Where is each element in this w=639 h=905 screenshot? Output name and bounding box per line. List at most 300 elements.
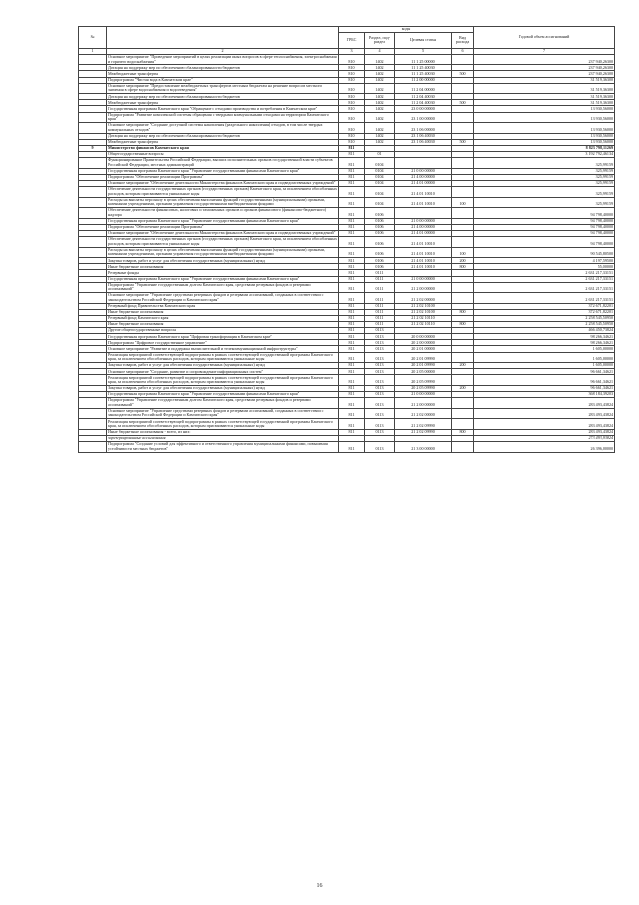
row-amount: 94 798,40000 bbox=[474, 237, 615, 248]
row-description: Основное мероприятие "Управление средствами резервных фондов и резервами ассигнований, созданных в соответствии с законодательством Российской Федерации и Камчатского края" bbox=[107, 408, 339, 419]
row-description: Государственная программа Камчатского края "Управление государственными финансами Камчатского края" bbox=[107, 168, 339, 174]
row-section: 1402 bbox=[365, 123, 395, 134]
row-exptype bbox=[452, 398, 474, 409]
row-section: 0104 bbox=[365, 197, 395, 208]
row-amount: 31 519,36300 bbox=[474, 94, 615, 100]
row-target: 20 2 01 09990 bbox=[395, 352, 452, 363]
row-number bbox=[79, 158, 107, 169]
table-row bbox=[79, 282, 615, 293]
row-amount: 13 930,56000 bbox=[474, 112, 615, 123]
row-description: Дотация на поддержку мер по обеспечению сбалансированности бюджетов bbox=[107, 94, 339, 100]
row-section: 1402 bbox=[365, 133, 395, 139]
row-grbs: 811 bbox=[339, 322, 365, 328]
row-grbs: 811 bbox=[339, 237, 365, 248]
row-grbs: 811 bbox=[339, 375, 365, 386]
row-description: Министерство финансов Камчатского края bbox=[107, 145, 339, 151]
row-grbs: 811 bbox=[339, 340, 365, 346]
row-description: Основное мероприятие "Обеспечение деятельности Министерства финансов Камчатского края и подведомственных учреждений" bbox=[107, 180, 339, 186]
row-description: Основное мероприятие "Управление средствами резервных фондов и резервами ассигнований, созданных в соответствии с законодательством Российской Федерации и Камчатского края" bbox=[107, 293, 339, 304]
row-exptype bbox=[452, 408, 474, 419]
row-exptype bbox=[452, 83, 474, 94]
row-grbs: 811 bbox=[339, 363, 365, 369]
row-grbs: 811 bbox=[339, 230, 365, 236]
budget-table bbox=[78, 26, 615, 453]
row-grbs: 811 bbox=[339, 315, 365, 321]
header-target: Целевая статья bbox=[395, 33, 452, 49]
row-target: 21 4 00 00000 bbox=[395, 224, 452, 230]
table-row bbox=[79, 208, 615, 219]
row-section: 0106 bbox=[365, 237, 395, 248]
row-section: 0106 bbox=[365, 218, 395, 224]
row-target: 20 2 01 09990 bbox=[395, 363, 452, 369]
colnum: 5 bbox=[395, 48, 452, 54]
row-amount: 26 396,00000 bbox=[474, 442, 615, 453]
row-amount: 96 661,34621 bbox=[474, 369, 615, 375]
row-description: Иные бюджетные ассигнования - всего, из них: bbox=[107, 429, 339, 435]
row-target: 21 0 00 00000 bbox=[395, 218, 452, 224]
row-number bbox=[79, 419, 107, 430]
row-number bbox=[79, 208, 107, 219]
table-row bbox=[79, 158, 615, 169]
row-description: Основное мероприятие "Развитие и поддержка вычислительной и телекоммуникационной инфраструктуры" bbox=[107, 346, 339, 352]
row-description: Обеспечение деятельности финансовых, налоговых и таможенных органов и органов финансового (финансово-бюджетного) надзора bbox=[107, 208, 339, 219]
row-description: Реализация мероприятий соответствующей подпрограммы в рамках соответствующей государственной программы Камчатского края, за исключением обособленных расходов, которым присваиваются уникальные коды bbox=[107, 375, 339, 386]
row-section: 0113 bbox=[365, 340, 395, 346]
row-grbs: 811 bbox=[339, 293, 365, 304]
row-description: Иные бюджетные ассигнования bbox=[107, 264, 339, 270]
row-exptype bbox=[452, 282, 474, 293]
row-number bbox=[79, 375, 107, 386]
row-exptype bbox=[452, 54, 474, 65]
row-description: Государственная программа Камчатского края "Обращение с отходами производства и потребления в Камчатском крае" bbox=[107, 106, 339, 112]
row-description: Обеспечение деятельности государственных органов (государственных органов) Камчатского края, за исключением обособленных расходов, которым присваиваются уникальные коды bbox=[108, 186, 338, 196]
row-amount: 90 545,80500 bbox=[474, 247, 615, 258]
row-number bbox=[79, 352, 107, 363]
row-description: Подпрограмма "Развитие комплексной системы обращения с твердыми коммунальными отходами на территории Камчатского края" bbox=[107, 112, 339, 123]
row-amount: 31 519,36300 bbox=[474, 100, 615, 106]
row-section: 0113 bbox=[365, 328, 395, 334]
row-description: Межбюджетные трансферты bbox=[107, 100, 339, 106]
row-target: 11 2 04 00000 bbox=[395, 83, 452, 94]
row-grbs: 811 bbox=[339, 369, 365, 375]
row-grbs: 810 bbox=[339, 133, 365, 139]
row-description: Другие общегосударственные вопросы bbox=[107, 328, 339, 334]
row-exptype: 200 bbox=[452, 363, 474, 369]
row-amount: 13 930,56000 bbox=[474, 139, 615, 145]
row-section: 1402 bbox=[365, 65, 395, 71]
row-amount: 94 798,40000 bbox=[474, 224, 615, 230]
row-description: Иные бюджетные ассигнования bbox=[107, 309, 339, 315]
row-target: 21 4 01 10010 bbox=[395, 186, 452, 197]
row-section: 0104 bbox=[365, 158, 395, 169]
row-description: Резервный фонд Правительства Камчатского края bbox=[107, 303, 339, 309]
row-grbs: 811 bbox=[339, 276, 365, 282]
row-grbs: 811 bbox=[339, 264, 365, 270]
row-exptype bbox=[452, 237, 474, 248]
row-section: 0106 bbox=[365, 208, 395, 219]
row-section: 0111 bbox=[365, 282, 395, 293]
row-grbs: 811 bbox=[339, 309, 365, 315]
colnum: 3 bbox=[339, 48, 365, 54]
row-section: 1402 bbox=[365, 139, 395, 145]
row-grbs: 811 bbox=[339, 408, 365, 419]
row-description: Обеспечение деятельности государственных органов (государственных органов) Камчатского края, за исключением обособленных расходов, которым присваиваются уникальные коды bbox=[108, 236, 338, 246]
row-section: 0104 bbox=[365, 168, 395, 174]
row-amount: 325,99159 bbox=[474, 168, 615, 174]
row-grbs: 810 bbox=[339, 77, 365, 83]
table-row bbox=[79, 352, 615, 363]
table-row bbox=[79, 197, 615, 208]
row-grbs: 811 bbox=[339, 392, 365, 398]
row-grbs: 811 bbox=[339, 168, 365, 174]
row-target: 11 2 00 00000 bbox=[395, 77, 452, 83]
row-target: 23 1 06 40030 bbox=[395, 139, 452, 145]
row-target: 21 2 02 00000 bbox=[395, 408, 452, 419]
row-section: 0113 bbox=[365, 385, 395, 391]
row-grbs: 811 bbox=[339, 180, 365, 186]
row-grbs: 810 bbox=[339, 83, 365, 94]
row-target: 11 1 25 40030 bbox=[395, 65, 452, 71]
row-target: 20 2 05 09990 bbox=[395, 375, 452, 386]
row-target: 20 2 05 09990 bbox=[395, 385, 452, 391]
table-row bbox=[79, 398, 615, 409]
row-number bbox=[79, 442, 107, 453]
row-target: 21 2 02 10100 bbox=[395, 303, 452, 309]
row-number bbox=[79, 237, 107, 248]
row-section: 1402 bbox=[365, 71, 395, 77]
row-target: 21 3 00 00000 bbox=[395, 442, 452, 453]
row-section: 1402 bbox=[365, 54, 395, 65]
row-exptype bbox=[452, 112, 474, 123]
row-target: 11 1 25 00000 bbox=[395, 54, 452, 65]
row-target: 21 4 01 10010 bbox=[395, 197, 452, 208]
row-number bbox=[79, 186, 107, 197]
row-exptype bbox=[452, 158, 474, 169]
row-number bbox=[79, 123, 107, 134]
row-section: 0113 bbox=[365, 375, 395, 386]
row-amount: 237 940,26300 bbox=[474, 65, 615, 71]
row-target: 20 2 00 00000 bbox=[395, 340, 452, 346]
row-section: 0111 bbox=[365, 315, 395, 321]
row-target: 21 2 02 09990 bbox=[395, 419, 452, 430]
row-number bbox=[79, 247, 107, 258]
row-grbs: 810 bbox=[339, 54, 365, 65]
row-amount: 1 605,00000 bbox=[474, 346, 615, 352]
row-grbs: 811 bbox=[339, 218, 365, 224]
row-target: 21 4 01 10010 bbox=[395, 258, 452, 264]
table-body bbox=[79, 54, 615, 452]
row-target: 11 2 04 40030 bbox=[395, 100, 452, 106]
row-grbs: 810 bbox=[339, 106, 365, 112]
row-amount: 368 184,39203 bbox=[474, 392, 615, 398]
row-amount: 273 493,93824 bbox=[474, 435, 615, 441]
row-amount: 325,99159 bbox=[474, 174, 615, 180]
row-section: 0113 bbox=[365, 429, 395, 435]
page-number: 16 bbox=[316, 883, 323, 889]
header-num: № bbox=[79, 27, 107, 49]
row-grbs: 810 bbox=[339, 65, 365, 71]
row-amount: 94 798,40000 bbox=[474, 230, 615, 236]
row-section: 0113 bbox=[365, 334, 395, 340]
row-amount: 3 192 792,46134 bbox=[474, 152, 615, 158]
row-target bbox=[395, 208, 452, 219]
row-number bbox=[79, 398, 107, 409]
row-description: Межбюджетные трансферты bbox=[107, 71, 339, 77]
row-amount: 325,99159 bbox=[474, 158, 615, 169]
row-amount: 94 798,40000 bbox=[474, 208, 615, 219]
row-grbs: 810 bbox=[339, 139, 365, 145]
row-description: Подпрограмма "Обеспечение реализации Программы" bbox=[107, 224, 339, 230]
header-description bbox=[107, 27, 339, 49]
row-grbs: 810 bbox=[339, 123, 365, 134]
row-amount: 13 930,56000 bbox=[474, 106, 615, 112]
row-exptype bbox=[452, 442, 474, 453]
table-row bbox=[79, 419, 615, 430]
row-target: 21 4 00 00000 bbox=[395, 174, 452, 180]
row-amount: 1 605,00000 bbox=[474, 352, 615, 363]
row-amount: 31 519,36300 bbox=[474, 83, 615, 94]
colnum: 7 bbox=[474, 48, 615, 54]
row-description: Реализация мероприятий соответствующей подпрограммы в рамках соответствующей государственной программы Камчатского края, за исключением обособленных расходов, которым присваиваются уникальные коды bbox=[107, 352, 339, 363]
row-grbs: 811 bbox=[339, 186, 365, 197]
row-target: 21 4 01 10010 bbox=[395, 237, 452, 248]
row-exptype: 100 bbox=[452, 247, 474, 258]
row-amount: 13 930,56000 bbox=[474, 123, 615, 134]
row-grbs: 811 bbox=[339, 270, 365, 276]
row-exptype: 500 bbox=[452, 139, 474, 145]
row-description: зарезервированные ассигнования bbox=[107, 435, 339, 441]
row-amount: 98 266,34621 bbox=[474, 340, 615, 346]
row-exptype: 200 bbox=[452, 385, 474, 391]
row-target: 21 2 02 10100 bbox=[395, 309, 452, 315]
row-section: 0113 bbox=[365, 346, 395, 352]
row-description: Дотация на поддержку мер по обеспечению сбалансированности бюджетов bbox=[107, 133, 339, 139]
row-grbs: 811 bbox=[339, 197, 365, 208]
row-description: Реализация мероприятий соответствующей подпрограммы в рамках соответствующей государственной программы Камчатского края, за исключением обособленных расходов, которым присваиваются уникальные коды bbox=[107, 419, 339, 430]
colnum: 2 bbox=[107, 48, 339, 54]
row-section: 0111 bbox=[365, 270, 395, 276]
row-amount: 1 605,00000 bbox=[474, 363, 615, 369]
row-target: 23 0 00 00000 bbox=[395, 106, 452, 112]
row-section: 0106 bbox=[365, 230, 395, 236]
row-description: Государственная программа Камчатского края "Управление государственными финансами Камчатского края" bbox=[107, 276, 339, 282]
row-description: Закупка товаров, работ и услуг для обеспечения государственных (муниципальных) нужд bbox=[107, 363, 339, 369]
row-target: 21 2 02 09990 bbox=[395, 429, 452, 435]
row-description: Закупка товаров, работ и услуг для обеспечения государственных (муниципальных) нужд bbox=[107, 258, 339, 264]
row-grbs: 810 bbox=[339, 112, 365, 123]
row-amount: 31 519,36300 bbox=[474, 77, 615, 83]
table-row bbox=[79, 83, 615, 94]
row-number bbox=[79, 282, 107, 293]
row-description: Подпрограмма "Чистая вода в Камчатском крае" bbox=[107, 77, 339, 83]
row-section: 1402 bbox=[365, 83, 395, 94]
row-amount: 325,99159 bbox=[474, 186, 615, 197]
row-section: 0113 bbox=[365, 352, 395, 363]
row-number bbox=[79, 112, 107, 123]
row-description: Основное мероприятие "Обеспечение деятельности Министерства финансов Камчатского края и подведомственных учреждений" bbox=[107, 230, 339, 236]
budget-document-page bbox=[78, 26, 614, 453]
row-amount: 96 661,34621 bbox=[474, 385, 615, 391]
row-number bbox=[79, 293, 107, 304]
row-amount: 8 823 798,11269 bbox=[474, 145, 615, 151]
row-target: 20 0 00 00000 bbox=[395, 334, 452, 340]
row-description: Основное мероприятие "Проведение мероприятий в целях реализации иных вопросов в сфере теплоснабжения, электроснабжения и горячего водоснабжения" bbox=[108, 54, 337, 64]
row-description: Закупка товаров, работ и услуг для обеспечения государственных (муниципальных) нужд bbox=[107, 385, 339, 391]
row-description: Межбюджетные трансферты bbox=[107, 139, 339, 145]
row-amount: 4 197,59500 bbox=[474, 258, 615, 264]
row-amount: 98 266,34621 bbox=[474, 334, 615, 340]
row-section: 0113 bbox=[365, 392, 395, 398]
row-description: Подпрограмма "Управление государственным долгом Камчатского края, средствами резервных фондов и резервами ассигнований" bbox=[107, 398, 339, 409]
row-section: 0106 bbox=[365, 264, 395, 270]
row-section: 0113 bbox=[365, 369, 395, 375]
row-grbs: 811 bbox=[339, 224, 365, 230]
row-amount: 2 258 545,50950 bbox=[474, 322, 615, 328]
row-target: 20 2 01 00000 bbox=[395, 346, 452, 352]
table-row bbox=[79, 247, 615, 258]
row-grbs: 811 bbox=[339, 429, 365, 435]
row-exptype: 200 bbox=[452, 258, 474, 264]
row-amount: 96 661,34621 bbox=[474, 375, 615, 386]
row-section: 0104 bbox=[365, 174, 395, 180]
row-target: 21 4 01 00000 bbox=[395, 180, 452, 186]
row-amount: 2 631 217,33151 bbox=[474, 293, 615, 304]
table-row bbox=[79, 54, 615, 65]
row-section: 1402 bbox=[365, 106, 395, 112]
table-header bbox=[79, 27, 615, 55]
row-grbs: 811 bbox=[339, 174, 365, 180]
row-grbs: 811 bbox=[339, 385, 365, 391]
row-description: Расходы на выплаты персоналу в целях обеспечения выполнения функций государственными (муниципальными) органами, казенными учреждениями, органами управления государственными внебюджетными фондами bbox=[107, 197, 339, 208]
colnum: 4 bbox=[365, 48, 395, 54]
row-exptype bbox=[452, 186, 474, 197]
row-description: Основное мероприятие "Создание доступной системы накопления (раздельного накопления) отходов, в том числе твердых коммунальных отходов" bbox=[107, 123, 339, 134]
header-exptype: Вид расхода bbox=[452, 33, 474, 49]
header-codes: коды bbox=[339, 27, 474, 33]
row-section: 0106 bbox=[365, 247, 395, 258]
row-number bbox=[79, 83, 107, 94]
row-number bbox=[79, 408, 107, 419]
table-row bbox=[79, 237, 615, 248]
row-target: 21 4 01 00000 bbox=[395, 230, 452, 236]
row-amount: 283 493,43824 bbox=[474, 419, 615, 430]
row-target: 21 0 00 00000 bbox=[395, 276, 452, 282]
row-grbs: 810 bbox=[339, 71, 365, 77]
table-row bbox=[79, 408, 615, 419]
row-amount: 283 493,43824 bbox=[474, 408, 615, 419]
table-row bbox=[79, 112, 615, 123]
row-exptype bbox=[452, 352, 474, 363]
row-exptype: 800 bbox=[452, 309, 474, 315]
row-section: 1402 bbox=[365, 100, 395, 106]
row-description: Государственная программа Камчатского края "Управление государственными финансами Камчатского края" bbox=[107, 392, 339, 398]
row-grbs: 811 bbox=[339, 328, 365, 334]
row-amount: 13 930,56000 bbox=[474, 133, 615, 139]
row-exptype bbox=[452, 375, 474, 386]
row-grbs: 811 bbox=[339, 419, 365, 430]
row-description: Иные бюджетные ассигнования bbox=[107, 322, 339, 328]
row-number: 9 bbox=[79, 145, 107, 151]
row-description: Резервные фонды bbox=[107, 270, 339, 276]
colnum: 6 bbox=[452, 48, 474, 54]
row-target: 21 2 02 00000 bbox=[395, 293, 452, 304]
row-target: 21 4 01 10010 bbox=[395, 247, 452, 258]
row-description: Подпрограмма "Управление государственным долгом Камчатского края, средствами резервных фондов и резервами ассигнований" bbox=[107, 282, 339, 293]
row-amount: 283 493,43824 bbox=[474, 398, 615, 409]
row-target: 23 1 00 00000 bbox=[395, 112, 452, 123]
row-target: 11 2 04 40030 bbox=[395, 94, 452, 100]
row-section: 0113 bbox=[365, 442, 395, 453]
row-description: Подпрограмма "Создание условий для эффективного и ответственного управления муниципальными финансами, повышения устойчивости местных бюджетов" bbox=[107, 442, 339, 453]
row-description: Государственная программа Камчатского края "Цифровая трансформация в Камчатском крае" bbox=[107, 334, 339, 340]
row-section: 01 bbox=[365, 152, 395, 158]
row-amount: 466 450,73824 bbox=[474, 328, 615, 334]
row-amount: 55,00000 bbox=[474, 264, 615, 270]
row-target: 21 2 00 00000 bbox=[395, 398, 452, 409]
row-exptype: 800 bbox=[452, 429, 474, 435]
row-section: 0111 bbox=[365, 303, 395, 309]
table-row bbox=[79, 186, 615, 197]
row-section: 0113 bbox=[365, 363, 395, 369]
row-exptype bbox=[452, 293, 474, 304]
row-grbs: 811 bbox=[339, 158, 365, 169]
row-description: Государственная программа Камчатского края "Управление государственными финансами Камчатского края" bbox=[107, 218, 339, 224]
row-exptype bbox=[452, 208, 474, 219]
header-grbs: ГРБС bbox=[339, 33, 365, 49]
row-target: 21 0 00 00000 bbox=[395, 392, 452, 398]
row-target: 21 2 00 00000 bbox=[395, 282, 452, 293]
row-description: Резервный фонд Камчатского края bbox=[107, 315, 339, 321]
row-grbs: 811 bbox=[339, 442, 365, 453]
row-amount: 325,99159 bbox=[474, 180, 615, 186]
row-section: 0113 bbox=[365, 419, 395, 430]
row-section: 0111 bbox=[365, 293, 395, 304]
row-description: Подпрограмма "Обеспечение реализации Программы" bbox=[107, 174, 339, 180]
row-target: 23 1 06 00000 bbox=[395, 123, 452, 134]
row-section: 0111 bbox=[365, 322, 395, 328]
row-description: Дотация на поддержку мер по обеспечению сбалансированности бюджетов bbox=[107, 65, 339, 71]
row-section: 0111 bbox=[365, 276, 395, 282]
header-section: Раздел, под-раздел bbox=[365, 33, 395, 49]
row-description: Основное мероприятие "Создание, развитие и сопровождение информационных систем" bbox=[107, 369, 339, 375]
table-row bbox=[79, 442, 615, 453]
row-description: Расходы на выплаты персоналу в целях обеспечения выполнения функций государственными (муниципальными) органами, казенными учреждениями, органами управления государственными внебюджетными фондами bbox=[107, 247, 339, 258]
row-target: 11 1 25 40030 bbox=[395, 71, 452, 77]
row-target: 21 0 00 00000 bbox=[395, 168, 452, 174]
row-section: 0111 bbox=[365, 309, 395, 315]
row-grbs: 810 bbox=[339, 94, 365, 100]
row-grbs: 811 bbox=[339, 303, 365, 309]
header-annual: Годовой объем ассигнований bbox=[474, 27, 615, 49]
row-grbs: 811 bbox=[339, 346, 365, 352]
row-grbs: 810 bbox=[339, 100, 365, 106]
row-grbs: 811 bbox=[339, 334, 365, 340]
row-target: 21 2 02 10110 bbox=[395, 315, 452, 321]
row-grbs: 811 bbox=[339, 282, 365, 293]
row-target: 21 4 01 10010 bbox=[395, 264, 452, 270]
row-exptype: 800 bbox=[452, 322, 474, 328]
row-number bbox=[79, 54, 107, 65]
row-description: Общегосударственные вопросы bbox=[107, 152, 339, 158]
row-grbs: 811 bbox=[339, 145, 365, 151]
row-exptype bbox=[452, 123, 474, 134]
row-section: 0104 bbox=[365, 180, 395, 186]
row-section: 0113 bbox=[365, 408, 395, 419]
row-exptype: 500 bbox=[452, 71, 474, 77]
row-grbs: 811 bbox=[339, 152, 365, 158]
row-section: 0106 bbox=[365, 258, 395, 264]
row-description: Функционирование Правительства Российской Федерации, высших исполнительных органов государственной власти субъектов Российской Федерации, местных администраций bbox=[107, 158, 339, 169]
